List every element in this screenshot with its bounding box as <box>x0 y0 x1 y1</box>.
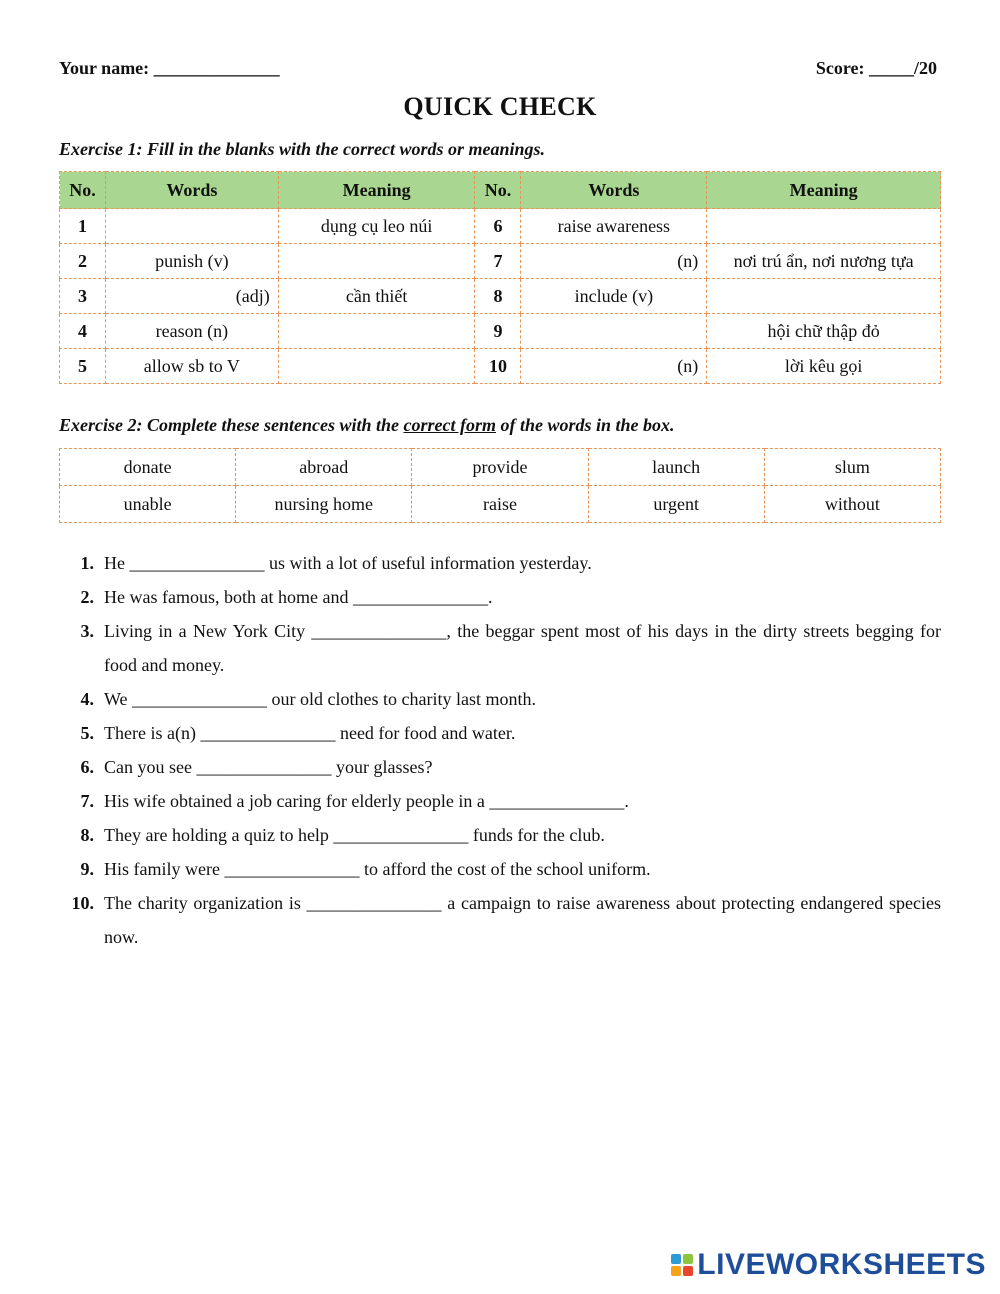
list-item <box>59 886 941 954</box>
list-item <box>59 818 941 852</box>
name-field-label: Your name: ______________ <box>59 58 280 78</box>
column-header: Meaning <box>278 172 475 209</box>
table-row <box>60 279 941 314</box>
sentence-text[interactable]: Can you see _______________ your glasses? <box>104 757 433 777</box>
word-box-row <box>60 486 941 523</box>
meaning-answer-cell[interactable] <box>278 314 475 349</box>
table-header-row <box>60 172 941 209</box>
word-cell: include (v) <box>521 279 707 314</box>
table-row <box>60 244 941 279</box>
word-cell: reason (n) <box>105 314 278 349</box>
word-cell: allow sb to V <box>105 349 278 384</box>
word-box-row <box>60 449 941 486</box>
item-number: 10. <box>71 893 94 913</box>
column-header: Words <box>105 172 278 209</box>
sentence-text[interactable]: He was famous, both at home and _______________. <box>104 587 493 607</box>
logo-square <box>683 1266 693 1276</box>
row-number: 4 <box>60 314 106 349</box>
meaning-cell: dụng cụ leo núi <box>278 209 475 244</box>
word-box-item: abroad <box>236 449 412 486</box>
word-answer-cell[interactable]: (n) <box>521 349 707 384</box>
word-box-item: urgent <box>588 486 764 523</box>
meaning-answer-cell[interactable] <box>278 244 475 279</box>
row-number: 7 <box>475 244 521 279</box>
sentence-text[interactable]: His wife obtained a job caring for elderly people in a _______________. <box>104 791 629 811</box>
list-item <box>59 852 941 886</box>
word-box <box>59 448 941 523</box>
meaning-answer-cell[interactable] <box>707 279 941 314</box>
sentence-text[interactable]: The charity organization is _______________ a campaign to raise awareness about protecting endangered species now. <box>104 893 941 947</box>
item-number: 4. <box>80 689 94 709</box>
meaning-answer-cell[interactable] <box>707 209 941 244</box>
row-number: 2 <box>60 244 106 279</box>
word-cell: raise awareness <box>521 209 707 244</box>
heading-text: Exercise 2: Complete these sentences with the <box>59 415 404 435</box>
row-number: 6 <box>475 209 521 244</box>
item-number: 3. <box>80 621 94 641</box>
row-number: 5 <box>60 349 106 384</box>
sentence-text[interactable]: We _______________ our old clothes to charity last month. <box>104 689 536 709</box>
sentence-text[interactable]: There is a(n) _______________ need for food and water. <box>104 723 516 743</box>
sentence-list <box>59 546 941 954</box>
word-box-item: launch <box>588 449 764 486</box>
heading-underlined-text: correct form <box>403 415 496 435</box>
word-answer-cell[interactable]: (adj) <box>105 279 278 314</box>
sentence-text[interactable]: His family were _______________ to afford the cost of the school uniform. <box>104 859 651 879</box>
meaning-cell: nơi trú ẩn, nơi nương tựa <box>707 244 941 279</box>
column-header: No. <box>475 172 521 209</box>
table-row <box>60 314 941 349</box>
item-number: 5. <box>80 723 94 743</box>
row-number: 3 <box>60 279 106 314</box>
exercise1-heading: Exercise 1: Fill in the blanks with the correct words or meanings. <box>59 139 546 159</box>
word-answer-cell[interactable] <box>521 314 707 349</box>
word-answer-cell[interactable] <box>105 209 278 244</box>
vocabulary-table <box>59 171 941 384</box>
word-box-item: raise <box>412 486 588 523</box>
row-number: 1 <box>60 209 106 244</box>
liveworksheets-logo <box>671 1248 986 1282</box>
word-box-item: nursing home <box>236 486 412 523</box>
meaning-cell: cần thiết <box>278 279 475 314</box>
word-box-item: donate <box>60 449 236 486</box>
column-header: Words <box>521 172 707 209</box>
row-number: 8 <box>475 279 521 314</box>
column-header: No. <box>60 172 106 209</box>
item-number: 7. <box>80 791 94 811</box>
item-number: 9. <box>80 859 94 879</box>
item-number: 8. <box>80 825 94 845</box>
meaning-answer-cell[interactable] <box>278 349 475 384</box>
exercise2-heading <box>59 415 675 436</box>
logo-mark-icon <box>671 1254 693 1276</box>
header <box>59 58 937 79</box>
list-item <box>59 716 941 750</box>
sentence-text[interactable]: He _______________ us with a lot of useful information yesterday. <box>104 553 592 573</box>
list-item <box>59 614 941 682</box>
item-number: 2. <box>80 587 94 607</box>
list-item <box>59 580 941 614</box>
sentence-text[interactable]: They are holding a quiz to help _______________ funds for the club. <box>104 825 605 845</box>
list-item <box>59 750 941 784</box>
list-item <box>59 682 941 716</box>
page-title: QUICK CHECK <box>403 92 597 121</box>
logo-square <box>671 1254 681 1264</box>
row-number: 9 <box>475 314 521 349</box>
logo-text: LIVEWORKSHEETS <box>697 1248 986 1281</box>
meaning-cell: lời kêu gọi <box>707 349 941 384</box>
logo-square <box>683 1254 693 1264</box>
word-box-item: slum <box>764 449 940 486</box>
word-box-item: provide <box>412 449 588 486</box>
score-label: Score: _____/20 <box>815 58 937 78</box>
word-box-item: unable <box>60 486 236 523</box>
list-item <box>59 784 941 818</box>
word-cell: punish (v) <box>105 244 278 279</box>
item-number: 1. <box>80 553 94 573</box>
item-number: 6. <box>80 757 94 777</box>
word-box-item: without <box>764 486 940 523</box>
sentence-text[interactable]: Living in a New York City _______________, the beggar spent most of his days in the dirty streets begging for food and money. <box>104 621 941 675</box>
column-header: Meaning <box>707 172 941 209</box>
logo-square <box>671 1266 681 1276</box>
row-number: 10 <box>475 349 521 384</box>
word-answer-cell[interactable]: (n) <box>521 244 707 279</box>
table-row <box>60 209 941 244</box>
meaning-cell: hội chữ thập đỏ <box>707 314 941 349</box>
list-item <box>59 546 941 580</box>
heading-text: of the words in the box. <box>495 415 675 435</box>
table-row <box>60 349 941 384</box>
